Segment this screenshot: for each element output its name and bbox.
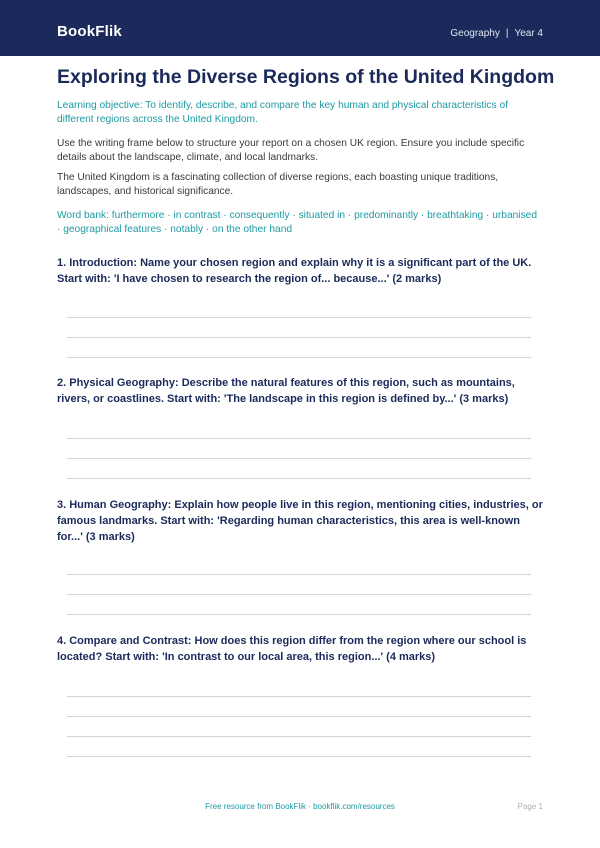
question-4: 4. Compare and Contrast: How does this region differ from the region where our school is located? Start with: 'In contrast to our local area, this region...' (4 marks) xyxy=(57,635,527,663)
question-3: 3. Human Geography: Explain how people live in this region, mentioning cities, industries, or famous landmarks. Start with: 'Regarding human characteristics, this area is well-known for...' (3 marks) xyxy=(57,499,543,543)
subject-label: Geography xyxy=(450,28,500,39)
answer-line[interactable] xyxy=(67,756,531,757)
year-label: Year 4 xyxy=(514,28,543,39)
answer-line[interactable] xyxy=(67,716,531,717)
learning-objective: Learning objective: To identify, describe, and compare the key human and physical characteristics of different regions across the United Kingdom. xyxy=(57,100,508,125)
meta-separator: | xyxy=(505,28,509,39)
question-2: 2. Physical Geography: Describe the natural features of this region, such as mountains, rivers, or coastlines. Start with: 'The landscape in this region is defined by...' (3 marks) xyxy=(57,377,515,405)
answer-line[interactable] xyxy=(67,357,531,358)
question-1: 1. Introduction: Name your chosen region and explain why it is a significant part of the UK. Start with: 'I have chosen to research the region of... because...' (2 marks) xyxy=(57,257,532,285)
answer-line[interactable] xyxy=(67,478,531,479)
answer-line[interactable] xyxy=(67,317,531,318)
intro-text: The United Kingdom is a fascinating collection of diverse regions, each boasting unique traditions, landscapes, and historical significance. xyxy=(57,172,499,197)
answer-line[interactable] xyxy=(67,574,531,575)
brand-logo: BookFlik xyxy=(57,23,122,40)
footer-source-link[interactable]: Free resource from BookFlik · bookflik.com/resources xyxy=(205,802,395,811)
answer-line[interactable] xyxy=(67,438,531,439)
page-title: Exploring the Diverse Regions of the United Kingdom xyxy=(57,66,555,88)
answer-line[interactable] xyxy=(67,696,531,697)
answer-line[interactable] xyxy=(67,736,531,737)
word-bank: Word bank: furthermore · in contrast · consequently · situated in · predominantly · breathtaking · urbanised · geographical features · notably · on the other hand xyxy=(57,210,537,235)
answer-line[interactable] xyxy=(67,594,531,595)
page-footer xyxy=(0,802,600,816)
instructions-text: Use the writing frame below to structure your report on a chosen UK region. Ensure you include specific details about the landscape, climate, and local landmarks. xyxy=(57,138,525,163)
subject-year-label xyxy=(450,28,543,39)
answer-line[interactable] xyxy=(67,614,531,615)
page-header xyxy=(0,0,600,56)
answer-line[interactable] xyxy=(67,458,531,459)
page-number: Page 1 xyxy=(517,802,543,811)
answer-line[interactable] xyxy=(67,337,531,338)
